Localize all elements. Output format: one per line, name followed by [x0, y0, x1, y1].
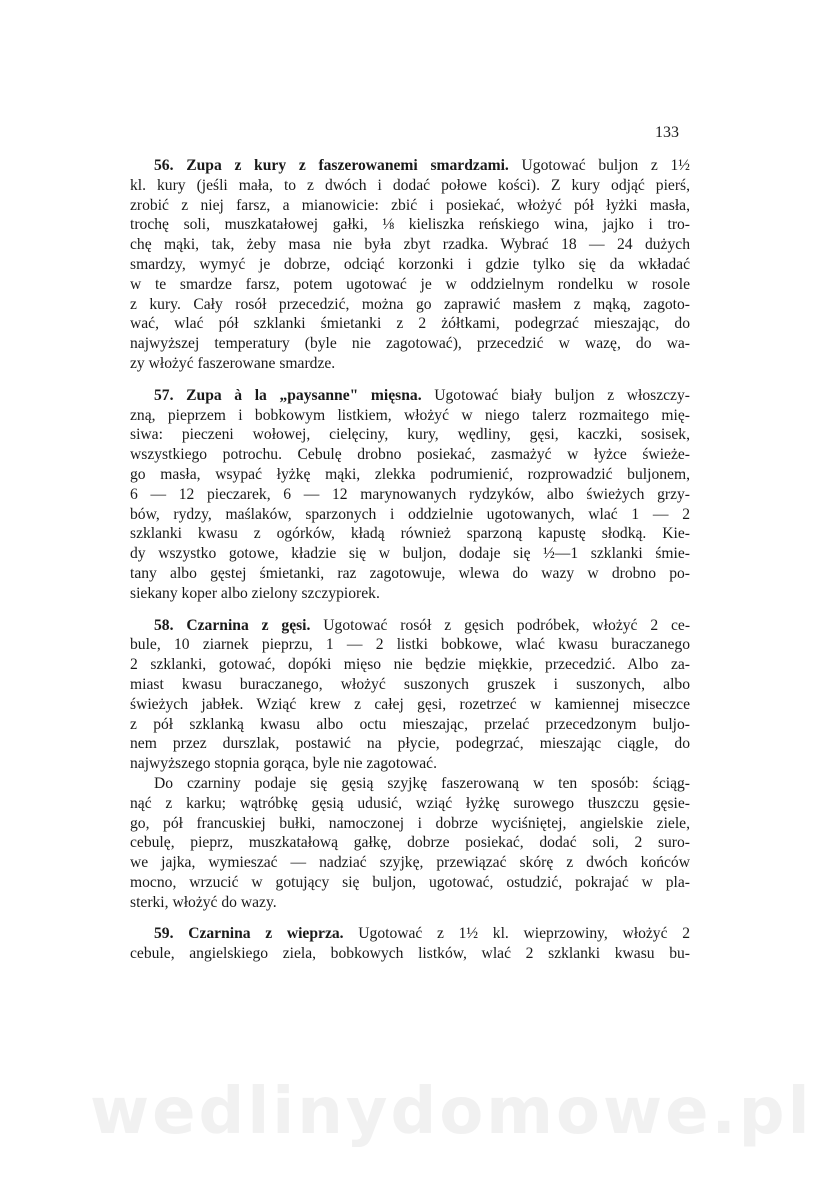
text-line: szklanki kwasu z ogórków, kładą również sparzoną kapustę słodką. Kie- [130, 525, 690, 543]
text-line: chę mąki, tak, żeby masa nie była zbyt rzadka. Wybrać 18 — 24 dużych [130, 236, 690, 254]
text-line: sterki, włożyć do wazy. [130, 893, 277, 911]
recipe-heading-line [130, 616, 690, 636]
recipe-number: 56. [154, 157, 174, 174]
text-line: świeżych jabłek. Wziąć krew z całej gęsi, rozetrzeć w kamiennej miseczce [130, 695, 690, 713]
text-line: Do czarniny podaje się gęsią szyjkę faszerowaną w ten sposób: ściąg- [154, 774, 690, 792]
text-line: dy wszystko gotowe, kładzie się w buljon, dodaje się ½—1 szklanki śmie- [130, 545, 690, 563]
text-line: siwa: pieczeni wołowej, cielęciny, kury, wędliny, gęsi, kaczki, sosisek, [130, 426, 690, 444]
text-line: nąć z karku; wątróbkę gęsią udusić, wziąć łyżkę surowego tłuszczu gęsie- [130, 794, 690, 812]
recipe-59 [130, 924, 690, 964]
text-line: bów, rydzy, maślaków, sparzonych i oddzielnie ugotowanych, wlać 1 — 2 [130, 505, 690, 523]
text-line: nem przez durszlak, postawić na płycie, podegrzać, mieszając ciągle, do [130, 735, 690, 753]
text-line: najwyższego stopnia gorąca, byle nie zagotować. [130, 755, 437, 773]
text-line: najwyższej temperatury (byle nie zagotować), przecedzić w wazę, do wa- [130, 335, 690, 353]
page-body [130, 156, 690, 964]
text-line: miast kwasu buraczanego, włożyć suszonych gruszek i suszonych, albo [130, 675, 690, 693]
text-line: cebulę, pieprz, muszkatałową gałkę, dobrze posiekać, dodać soli, 2 suro- [130, 834, 690, 852]
text-line: 6 — 12 pieczarek, 6 — 12 marynowanych rydzyków, albo świeżych grzy- [130, 485, 690, 503]
text-line: 2 szklanki, gotować, dopóki mięso nie będzie miękkie, przecedzić. Albo za- [130, 656, 690, 674]
watermark: wedlinydomowe.pl [90, 1075, 813, 1149]
text-line: kl. kury (jeśli mała, to z dwóch i dodać połowe kości). Z kury odjąć pierś, [130, 176, 690, 194]
recipe-57 [130, 386, 690, 604]
text-line: wać, wlać pół szklanki śmietanki z 2 żółtkami, podegrzać mieszając, do [130, 315, 690, 333]
recipe-title [154, 925, 344, 942]
recipe-58 [130, 616, 690, 774]
text-line: w te smardze farsz, potem ugotować je w oddzielnym rondelku w rosole [130, 275, 690, 293]
recipe-title-text: Czarnina z wieprza. [188, 925, 344, 943]
text-line: bule, 10 ziarnek pieprzu, 1 — 2 listki bobkowe, wlać kwasu buraczanego [130, 636, 690, 654]
text-line: go, pół francuskiej bułki, namoczonej i dobrze wyciśniętej, angielskie ziele, [130, 814, 690, 832]
recipe-heading-line [130, 386, 690, 406]
recipe-title-text: Zupa à la „paysanne" mięsna. [186, 386, 422, 404]
text-line: cebule, angielskiego ziela, bobkowych listków, wlać 2 szklanki kwasu bu- [130, 945, 690, 963]
text-line: we jajka, wymieszać — nadziać szyjkę, przewiązać skórę z dwóch końców [130, 854, 690, 872]
text-line: mocno, wrzucić w gotujący się buljon, ugotować, ostudzić, pokrajać w pla- [130, 873, 690, 891]
recipe-title [154, 617, 310, 634]
recipe-number: 58. [154, 616, 174, 634]
recipe-title [154, 157, 509, 174]
page-number: 133 [655, 124, 679, 141]
text-line: z kury. Cały rosół przecedzić, można go zaprawić masłem z mąką, zagoto- [130, 295, 690, 313]
recipe-text: Ugotować biały buljon z włoszczy- [434, 386, 690, 404]
text-line: zną, pieprzem i bobkowym listkiem, włożyć w niego talerz rozmaitego mię- [130, 406, 690, 424]
text-line: go masła, wsypać łyżkę mąki, zlekka podrumienić, rozprowadzić buljonem, [130, 465, 690, 483]
recipe-title-text: Zupa z kury z faszerowanemi smardzami. [186, 157, 509, 174]
recipe-title [154, 387, 422, 404]
text-line: z pół szklanką kwasu albo octu mieszając, przelać przecedzonym buljo- [130, 715, 690, 733]
recipe-text: Ugotować buljon z 1½ [521, 157, 690, 174]
recipe-56 [130, 156, 690, 374]
text-line: zy włożyć faszerowane smardze. [130, 354, 336, 372]
text-line: tany albo gęstej śmietanki, raz zagotowuje, wlewa do wazy w drobno po- [130, 564, 690, 582]
recipe-text: Ugotować rosół z gęsich podróbek, włożyć 2 ce- [323, 616, 691, 634]
recipe-text: Ugotować z 1½ kl. wieprzowiny, włożyć 2 [358, 925, 690, 943]
recipe-heading-line [130, 924, 690, 944]
paragraph-continuation [130, 774, 690, 913]
text-line: zrobić z niej farsz, a mianowicie: zbić i posiekać, włożyć pół łyżki masła, [130, 196, 690, 214]
recipe-number: 57. [154, 386, 174, 404]
recipe-heading-line [130, 156, 690, 176]
recipe-title-text: Czarnina z gęsi. [186, 616, 311, 634]
text-line: trochę soli, muszkatałowej gałki, ⅛ kieliszka reńskiego wina, jajko i tro- [130, 216, 690, 234]
text-line: smardzy, wymyć je dobrze, odciąć korzonki i gdzie tylko się da wkładać [130, 255, 690, 273]
text-line: wszystkiego potrochu. Cebulę drobno posiekać, zasmażyć w łyżce świeże- [130, 446, 690, 464]
recipe-number: 59. [154, 925, 174, 943]
text-line: siekany koper albo zielony szczypiorek. [130, 584, 380, 602]
